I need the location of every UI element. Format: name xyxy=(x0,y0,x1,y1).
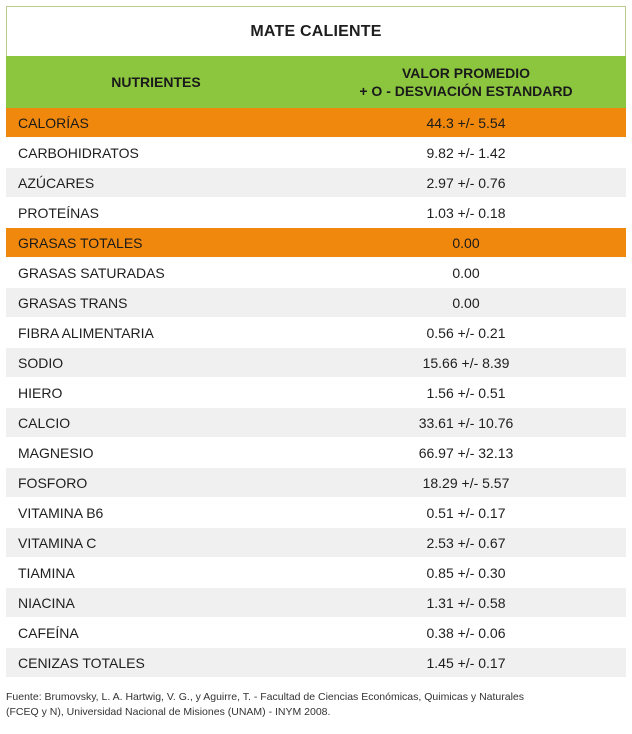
table-row xyxy=(6,198,626,228)
table-row xyxy=(6,438,626,468)
table-row xyxy=(6,378,626,408)
table-row xyxy=(6,138,626,168)
table-row xyxy=(6,498,626,528)
nutrient-value: 0.00 xyxy=(452,264,480,281)
nutrient-value: 0.56 +/- 0.21 xyxy=(426,324,506,341)
table-row xyxy=(6,258,626,288)
nutrient-value: 1.45 +/- 0.17 xyxy=(426,654,506,671)
nutrient-value: 1.03 +/- 0.18 xyxy=(426,204,506,221)
nutrient-name: VITAMINA C xyxy=(18,534,97,551)
source-line-1: Fuente: Brumovsky, L. A. Hartwig, V. G., y Aguirre, T. - Facultad de Ciencias Económicas, Quimicas y Naturales xyxy=(6,691,525,703)
table-row xyxy=(6,408,626,438)
nutrient-value: 2.53 +/- 0.67 xyxy=(426,534,506,551)
nutrient-name: AZÚCARES xyxy=(18,174,95,191)
source-line-2: (FCEQ y N), Universidad Nacional de Misiones (UNAM) - INYM 2008. xyxy=(6,706,331,718)
nutrient-name: FOSFORO xyxy=(18,474,88,491)
table-header xyxy=(6,56,626,108)
header-nutrients: NUTRIENTES xyxy=(111,74,201,90)
nutrient-value: 1.31 +/- 0.58 xyxy=(426,594,506,611)
nutrient-name: SODIO xyxy=(18,354,64,371)
nutrient-value: 33.61 +/- 10.76 xyxy=(418,414,514,431)
table-row xyxy=(6,468,626,498)
header-value xyxy=(306,64,626,100)
table-row xyxy=(6,228,626,258)
table-row xyxy=(6,528,626,558)
nutrient-name: PROTEÍNAS xyxy=(18,204,99,221)
table-row xyxy=(6,588,626,618)
table-body xyxy=(6,108,626,678)
nutrient-name: MAGNESIO xyxy=(18,444,94,461)
table-row xyxy=(6,648,626,678)
nutrient-name: CENIZAS TOTALES xyxy=(18,654,145,671)
nutrient-value: 0.51 +/- 0.17 xyxy=(426,504,506,521)
table-row xyxy=(6,168,626,198)
table-row xyxy=(6,558,626,588)
nutrient-name: GRASAS TRANS xyxy=(18,294,128,311)
nutrient-name: CALCIO xyxy=(18,414,71,431)
nutrient-name: CARBOHIDRATOS xyxy=(18,144,139,161)
nutrient-value: 1.56 +/- 0.51 xyxy=(426,384,506,401)
nutrient-name: VITAMINA B6 xyxy=(18,504,104,521)
header-value-line1: VALOR PROMEDIO xyxy=(401,65,531,81)
nutrient-value: 15.66 +/- 8.39 xyxy=(422,354,510,371)
table-row xyxy=(6,288,626,318)
nutrient-value: 0.38 +/- 0.06 xyxy=(426,624,506,641)
nutrient-value: 0.00 xyxy=(452,234,480,251)
table-row xyxy=(6,618,626,648)
nutrition-table xyxy=(6,6,626,678)
nutrient-value: 18.29 +/- 5.57 xyxy=(422,474,510,491)
nutrient-name: HIERO xyxy=(18,384,63,401)
nutrient-name: CAFEÍNA xyxy=(18,624,79,641)
table-row xyxy=(6,318,626,348)
nutrient-value: 9.82 +/- 1.42 xyxy=(426,144,506,161)
nutrient-name: TIAMINA xyxy=(18,564,75,581)
header-value-line2: + O - DESVIACIÓN ESTANDARD xyxy=(359,83,573,99)
nutrient-name: GRASAS TOTALES xyxy=(18,234,143,251)
nutrient-value: 2.97 +/- 0.76 xyxy=(426,174,506,191)
nutrient-name: NIACINA xyxy=(18,594,75,611)
table-row xyxy=(6,108,626,138)
nutrient-name: FIBRA ALIMENTARIA xyxy=(18,324,154,341)
table-row xyxy=(6,348,626,378)
nutrient-name: GRASAS SATURADAS xyxy=(18,264,165,281)
nutrient-value: 0.00 xyxy=(452,294,480,311)
nutrient-value: 44.3 +/- 5.54 xyxy=(426,114,506,131)
nutrient-value: 66.97 +/- 32.13 xyxy=(418,444,514,461)
table-title: MATE CALIENTE xyxy=(6,6,626,56)
nutrient-name: CALORÍAS xyxy=(18,114,89,131)
source-note xyxy=(6,690,626,720)
nutrient-value: 0.85 +/- 0.30 xyxy=(426,564,506,581)
